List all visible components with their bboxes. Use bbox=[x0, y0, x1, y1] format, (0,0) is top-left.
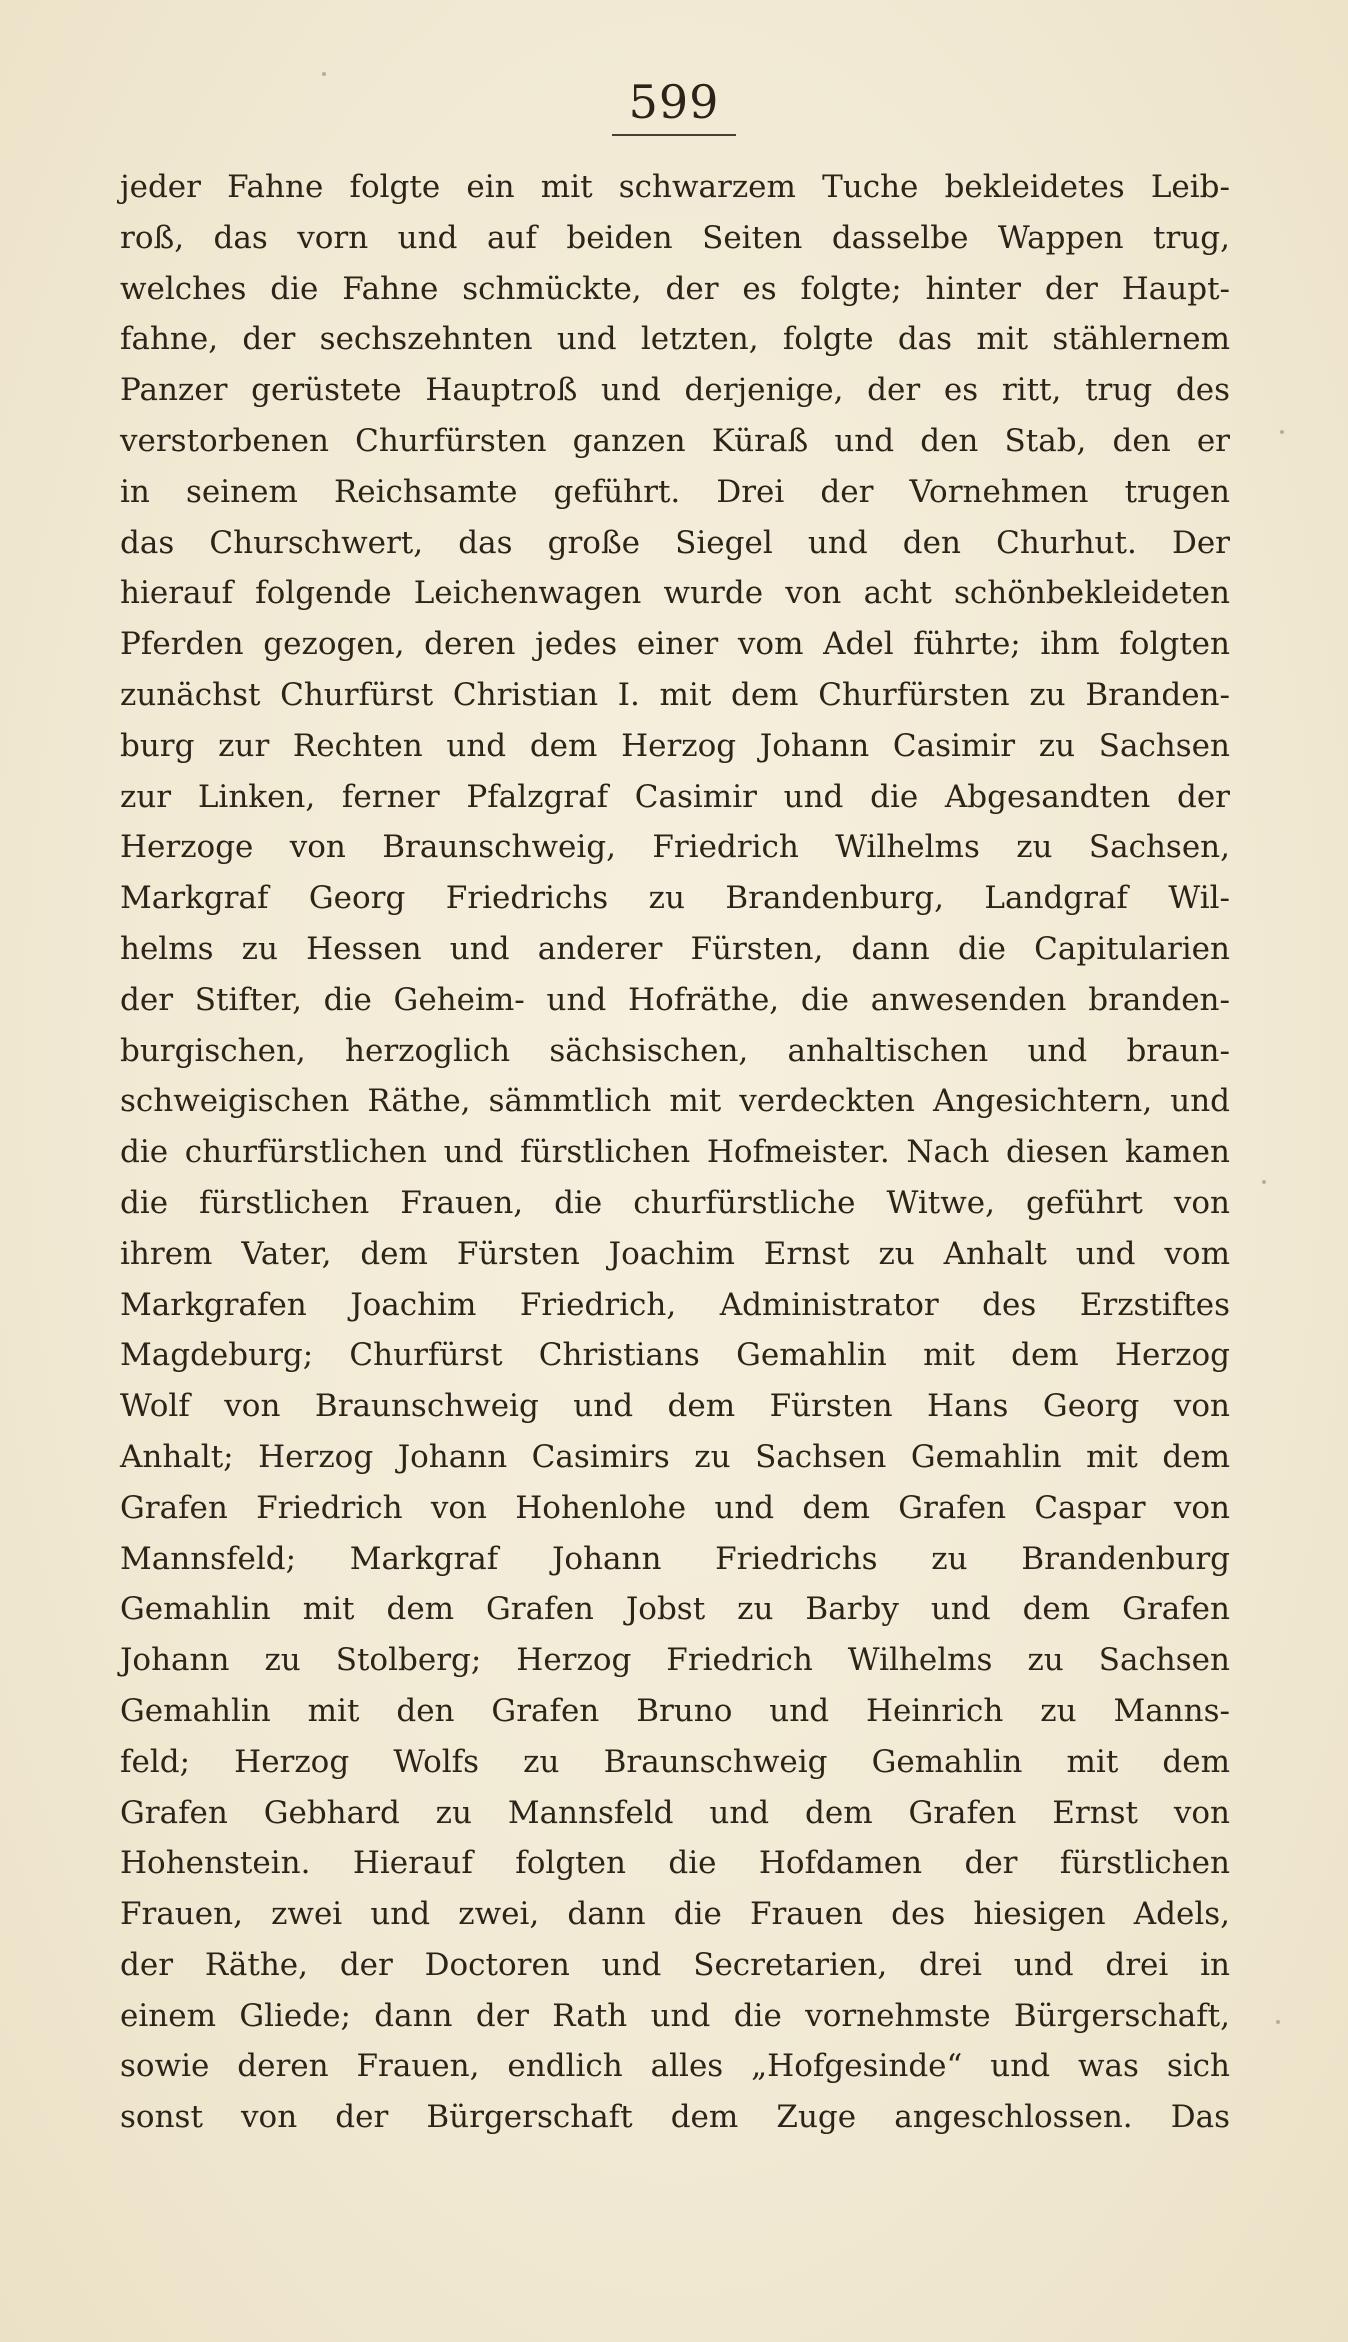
text-line: Magdeburg; Churfürst Christians Gemahlin mit dem Herzog bbox=[120, 1337, 1230, 1374]
text-line: der Räthe, der Doctoren und Secretarien, drei und drei in bbox=[120, 1946, 1230, 1983]
text-line: Grafen Gebhard zu Mannsfeld und dem Grafen Ernst von bbox=[120, 1794, 1230, 1831]
text-line: jeder Fahne folgte ein mit schwarzem Tuche bekleidetes Leib- bbox=[120, 169, 1230, 205]
text-line: welches die Fahne schmückte, der es folgte; hinter der Haupt- bbox=[120, 270, 1230, 307]
text-line: burgischen, herzoglich sächsischen, anhaltischen und braun- bbox=[120, 1032, 1230, 1069]
body-text bbox=[120, 162, 1230, 2143]
text-line: Markgraf Georg Friedrichs zu Brandenburg, Landgraf Wil- bbox=[120, 880, 1230, 917]
text-line: sowie deren Frauen, endlich alles „Hofgesinde“ und was sich bbox=[120, 2048, 1230, 2085]
text-line: Wolf von Braunschweig und dem Fürsten Hans Georg von bbox=[120, 1388, 1230, 1425]
text-line: Markgrafen Joachim Friedrich, Administrator des Erzstiftes bbox=[120, 1286, 1230, 1323]
text-line: zunächst Churfürst Christian I. mit dem Churfürsten zu Branden- bbox=[120, 676, 1230, 713]
text-line: die fürstlichen Frauen, die churfürstliche Witwe, geführt von bbox=[120, 1184, 1230, 1221]
page-number: 599 bbox=[628, 75, 720, 129]
paper-speck bbox=[1276, 2020, 1280, 2024]
text-line: feld; Herzog Wolfs zu Braunschweig Gemahlin mit dem bbox=[120, 1743, 1230, 1780]
text-line: einem Gliede; dann der Rath und die vornehmste Bürgerschaft, bbox=[120, 1997, 1230, 2034]
paper-speck bbox=[322, 72, 326, 76]
text-line: Anhalt; Herzog Johann Casimirs zu Sachsen Gemahlin mit dem bbox=[120, 1438, 1230, 1475]
text-line: Gemahlin mit dem Grafen Jobst zu Barby und dem Grafen bbox=[120, 1591, 1230, 1628]
text-line: roß, das vorn und auf beiden Seiten dasselbe Wappen trug, bbox=[120, 219, 1230, 256]
text-line: das Churschwert, das große Siegel und den Churhut. Der bbox=[120, 524, 1230, 561]
text-line: schweigischen Räthe, sämmtlich mit verdeckten Angesichtern, und bbox=[120, 1083, 1230, 1120]
text-line: Herzoge von Braunschweig, Friedrich Wilhelms zu Sachsen, bbox=[120, 829, 1230, 866]
text-line: hierauf folgende Leichenwagen wurde von acht schönbekleideten bbox=[120, 575, 1230, 612]
text-line: sonst von der Bürgerschaft dem Zuge angeschlossen. Das bbox=[120, 2099, 1230, 2136]
text-line: der Stifter, die Geheim- und Hofräthe, die anwesenden branden- bbox=[120, 981, 1230, 1018]
text-line: Johann zu Stolberg; Herzog Friedrich Wilhelms zu Sachsen bbox=[120, 1642, 1230, 1679]
text-line: in seinem Reichsamte geführt. Drei der Vornehmen trugen bbox=[120, 473, 1230, 510]
text-line: die churfürstlichen und fürstlichen Hofmeister. Nach diesen kamen bbox=[120, 1134, 1230, 1171]
text-line: zur Linken, ferner Pfalzgraf Casimir und die Abgesandten der bbox=[120, 778, 1230, 815]
page-number-rule bbox=[612, 134, 736, 136]
text-line: helms zu Hessen und anderer Fürsten, dann die Capitularien bbox=[120, 930, 1230, 967]
text-line: Panzer gerüstete Hauptroß und derjenige, der es ritt, trug des bbox=[120, 372, 1230, 409]
text-line: Frauen, zwei und zwei, dann die Frauen des hiesigen Adels, bbox=[120, 1896, 1230, 1933]
text-line: Mannsfeld; Markgraf Johann Friedrichs zu Brandenburg bbox=[120, 1540, 1230, 1577]
text-line: Gemahlin mit den Grafen Bruno und Heinrich zu Manns- bbox=[120, 1692, 1230, 1729]
text-line: Hohenstein. Hierauf folgten die Hofdamen der fürstlichen bbox=[120, 1845, 1230, 1882]
text-line: Pferden gezogen, deren jedes einer vom Adel führte; ihm folgten bbox=[120, 626, 1230, 663]
paper-speck bbox=[1262, 1180, 1266, 1184]
text-line: ihrem Vater, dem Fürsten Joachim Ernst zu Anhalt und vom bbox=[120, 1235, 1230, 1272]
text-line: fahne, der sechszehnten und letzten, folgte das mit stählernem bbox=[120, 321, 1230, 358]
text-line: verstorbenen Churfürsten ganzen Küraß und den Stab, den er bbox=[120, 422, 1230, 459]
text-line: Grafen Friedrich von Hohenlohe und dem Grafen Caspar von bbox=[120, 1489, 1230, 1526]
text-line: burg zur Rechten und dem Herzog Johann Casimir zu Sachsen bbox=[120, 727, 1230, 764]
paper-speck bbox=[1280, 430, 1284, 434]
